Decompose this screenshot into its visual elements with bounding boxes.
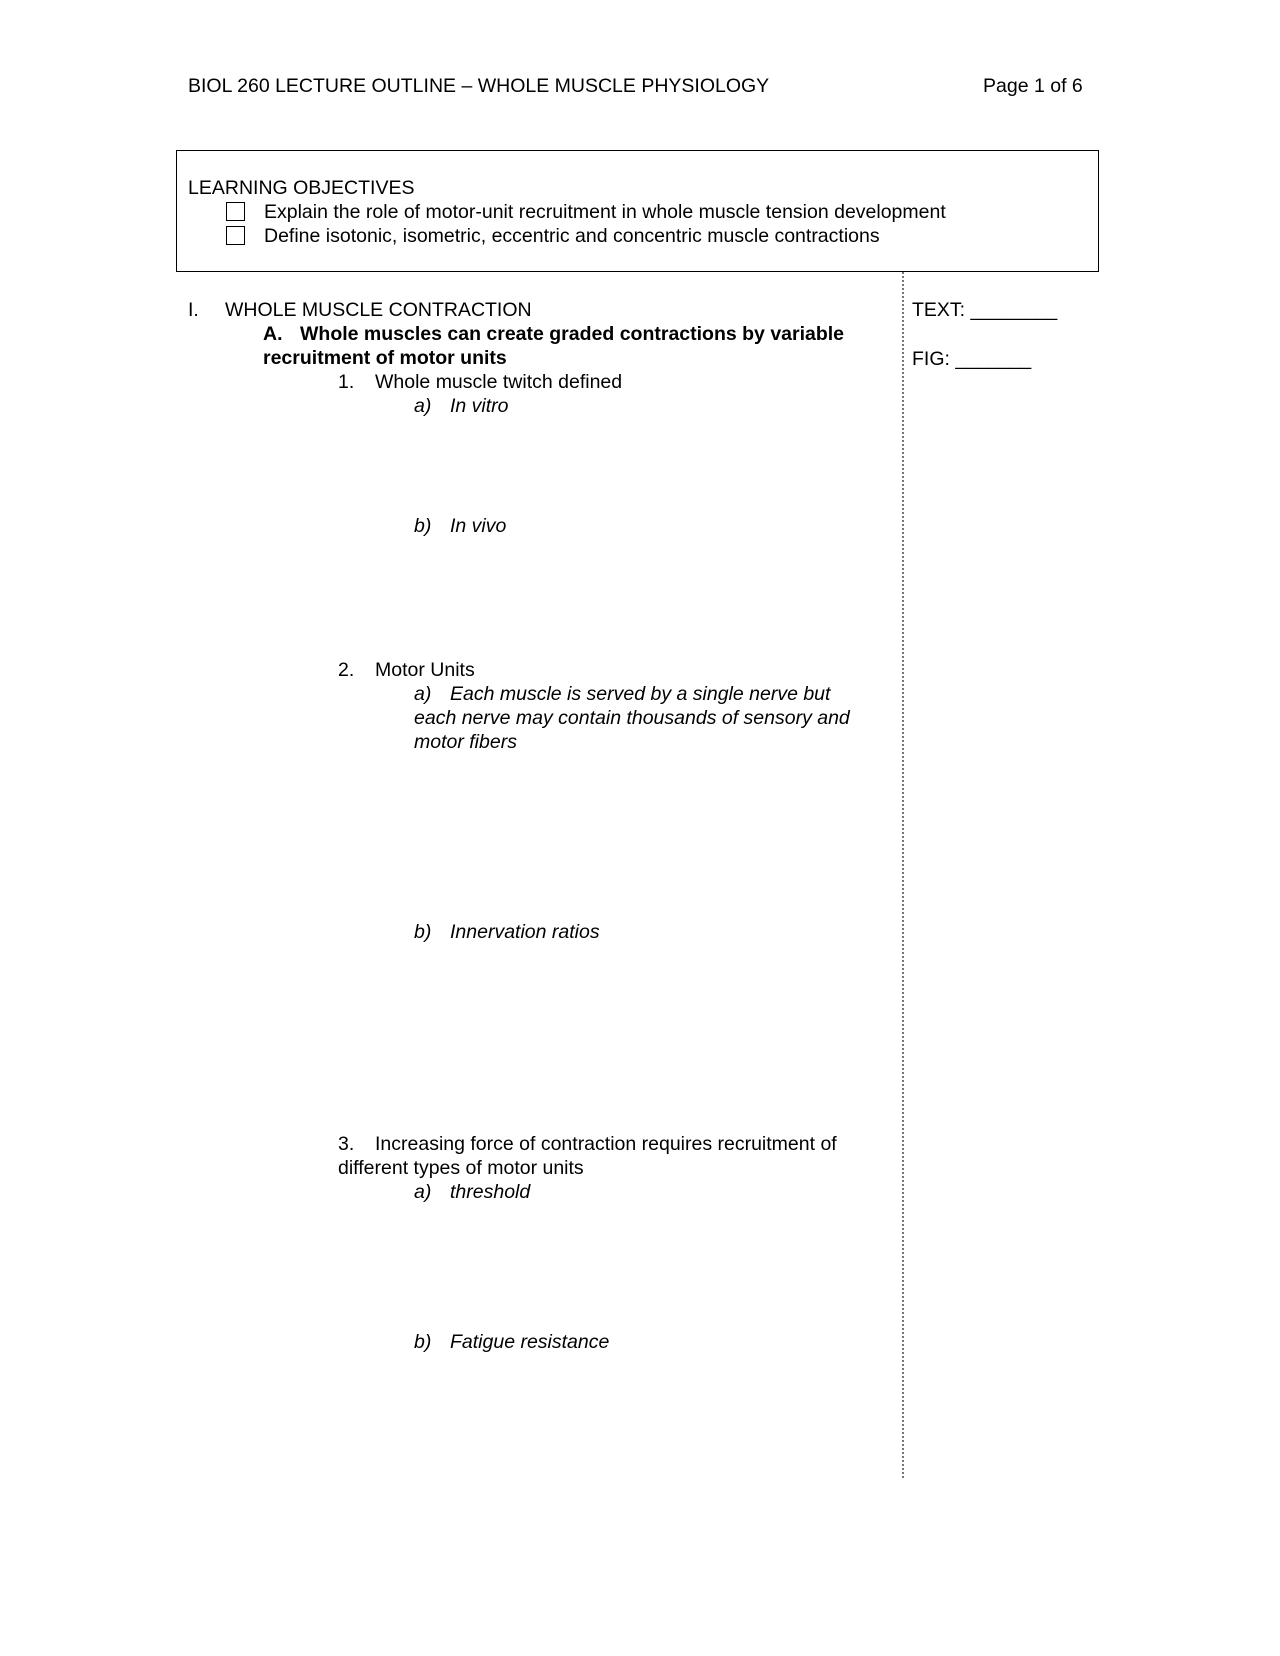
objective-checkbox-1[interactable]: [226, 202, 245, 221]
section-title: WHOLE MUSCLE CONTRACTION: [225, 299, 532, 321]
column-divider: [902, 272, 904, 1478]
point-2a-line2: each nerve may contain thousands of sensory and: [414, 707, 850, 729]
point-1b-text: In vivo: [450, 515, 507, 537]
document-title: BIOL 260 LECTURE OUTLINE – WHOLE MUSCLE PHYSIOLOGY: [188, 75, 770, 97]
point-1a-marker: a): [414, 395, 432, 417]
subsection-title-line1: Whole muscles can create graded contractions by variable: [300, 323, 845, 345]
section-marker: I.: [188, 299, 199, 321]
point-2b-text: Innervation ratios: [450, 921, 600, 943]
point-2a-line3: motor fibers: [414, 731, 517, 753]
point-3-line2: different types of motor units: [338, 1157, 584, 1179]
point-1b-marker: b): [414, 515, 432, 537]
point-3-line1: Increasing force of contraction requires recruitment of: [375, 1133, 837, 1155]
point-2-title: Motor Units: [375, 659, 475, 681]
objective-checkbox-2[interactable]: [226, 226, 245, 245]
point-3a-text: threshold: [450, 1181, 531, 1203]
point-2-marker: 2.: [338, 659, 355, 681]
fig-reference-label: FIG: _______: [912, 348, 1032, 370]
point-2b-marker: b): [414, 921, 432, 943]
objective-item-2: Define isotonic, isometric, eccentric and concentric muscle contractions: [264, 225, 880, 247]
point-2a-marker: a): [414, 683, 432, 705]
point-3-marker: 3.: [338, 1133, 355, 1155]
point-3b-marker: b): [414, 1331, 432, 1353]
page-number: Page 1 of 6: [983, 75, 1083, 97]
point-1-title: Whole muscle twitch defined: [375, 371, 623, 393]
point-3b-text: Fatigue resistance: [450, 1331, 610, 1353]
point-2a-line1: Each muscle is served by a single nerve but: [450, 683, 831, 705]
objective-item-1: Explain the role of motor-unit recruitment in whole muscle tension development: [264, 201, 946, 223]
point-1-marker: 1.: [338, 371, 355, 393]
point-1a-text: In vitro: [450, 395, 509, 417]
subsection-marker: A.: [263, 323, 283, 345]
objectives-heading: LEARNING OBJECTIVES: [188, 177, 415, 199]
subsection-title-line2: recruitment of motor units: [263, 347, 507, 369]
point-3a-marker: a): [414, 1181, 432, 1203]
text-reference-label: TEXT: ________: [912, 299, 1058, 321]
